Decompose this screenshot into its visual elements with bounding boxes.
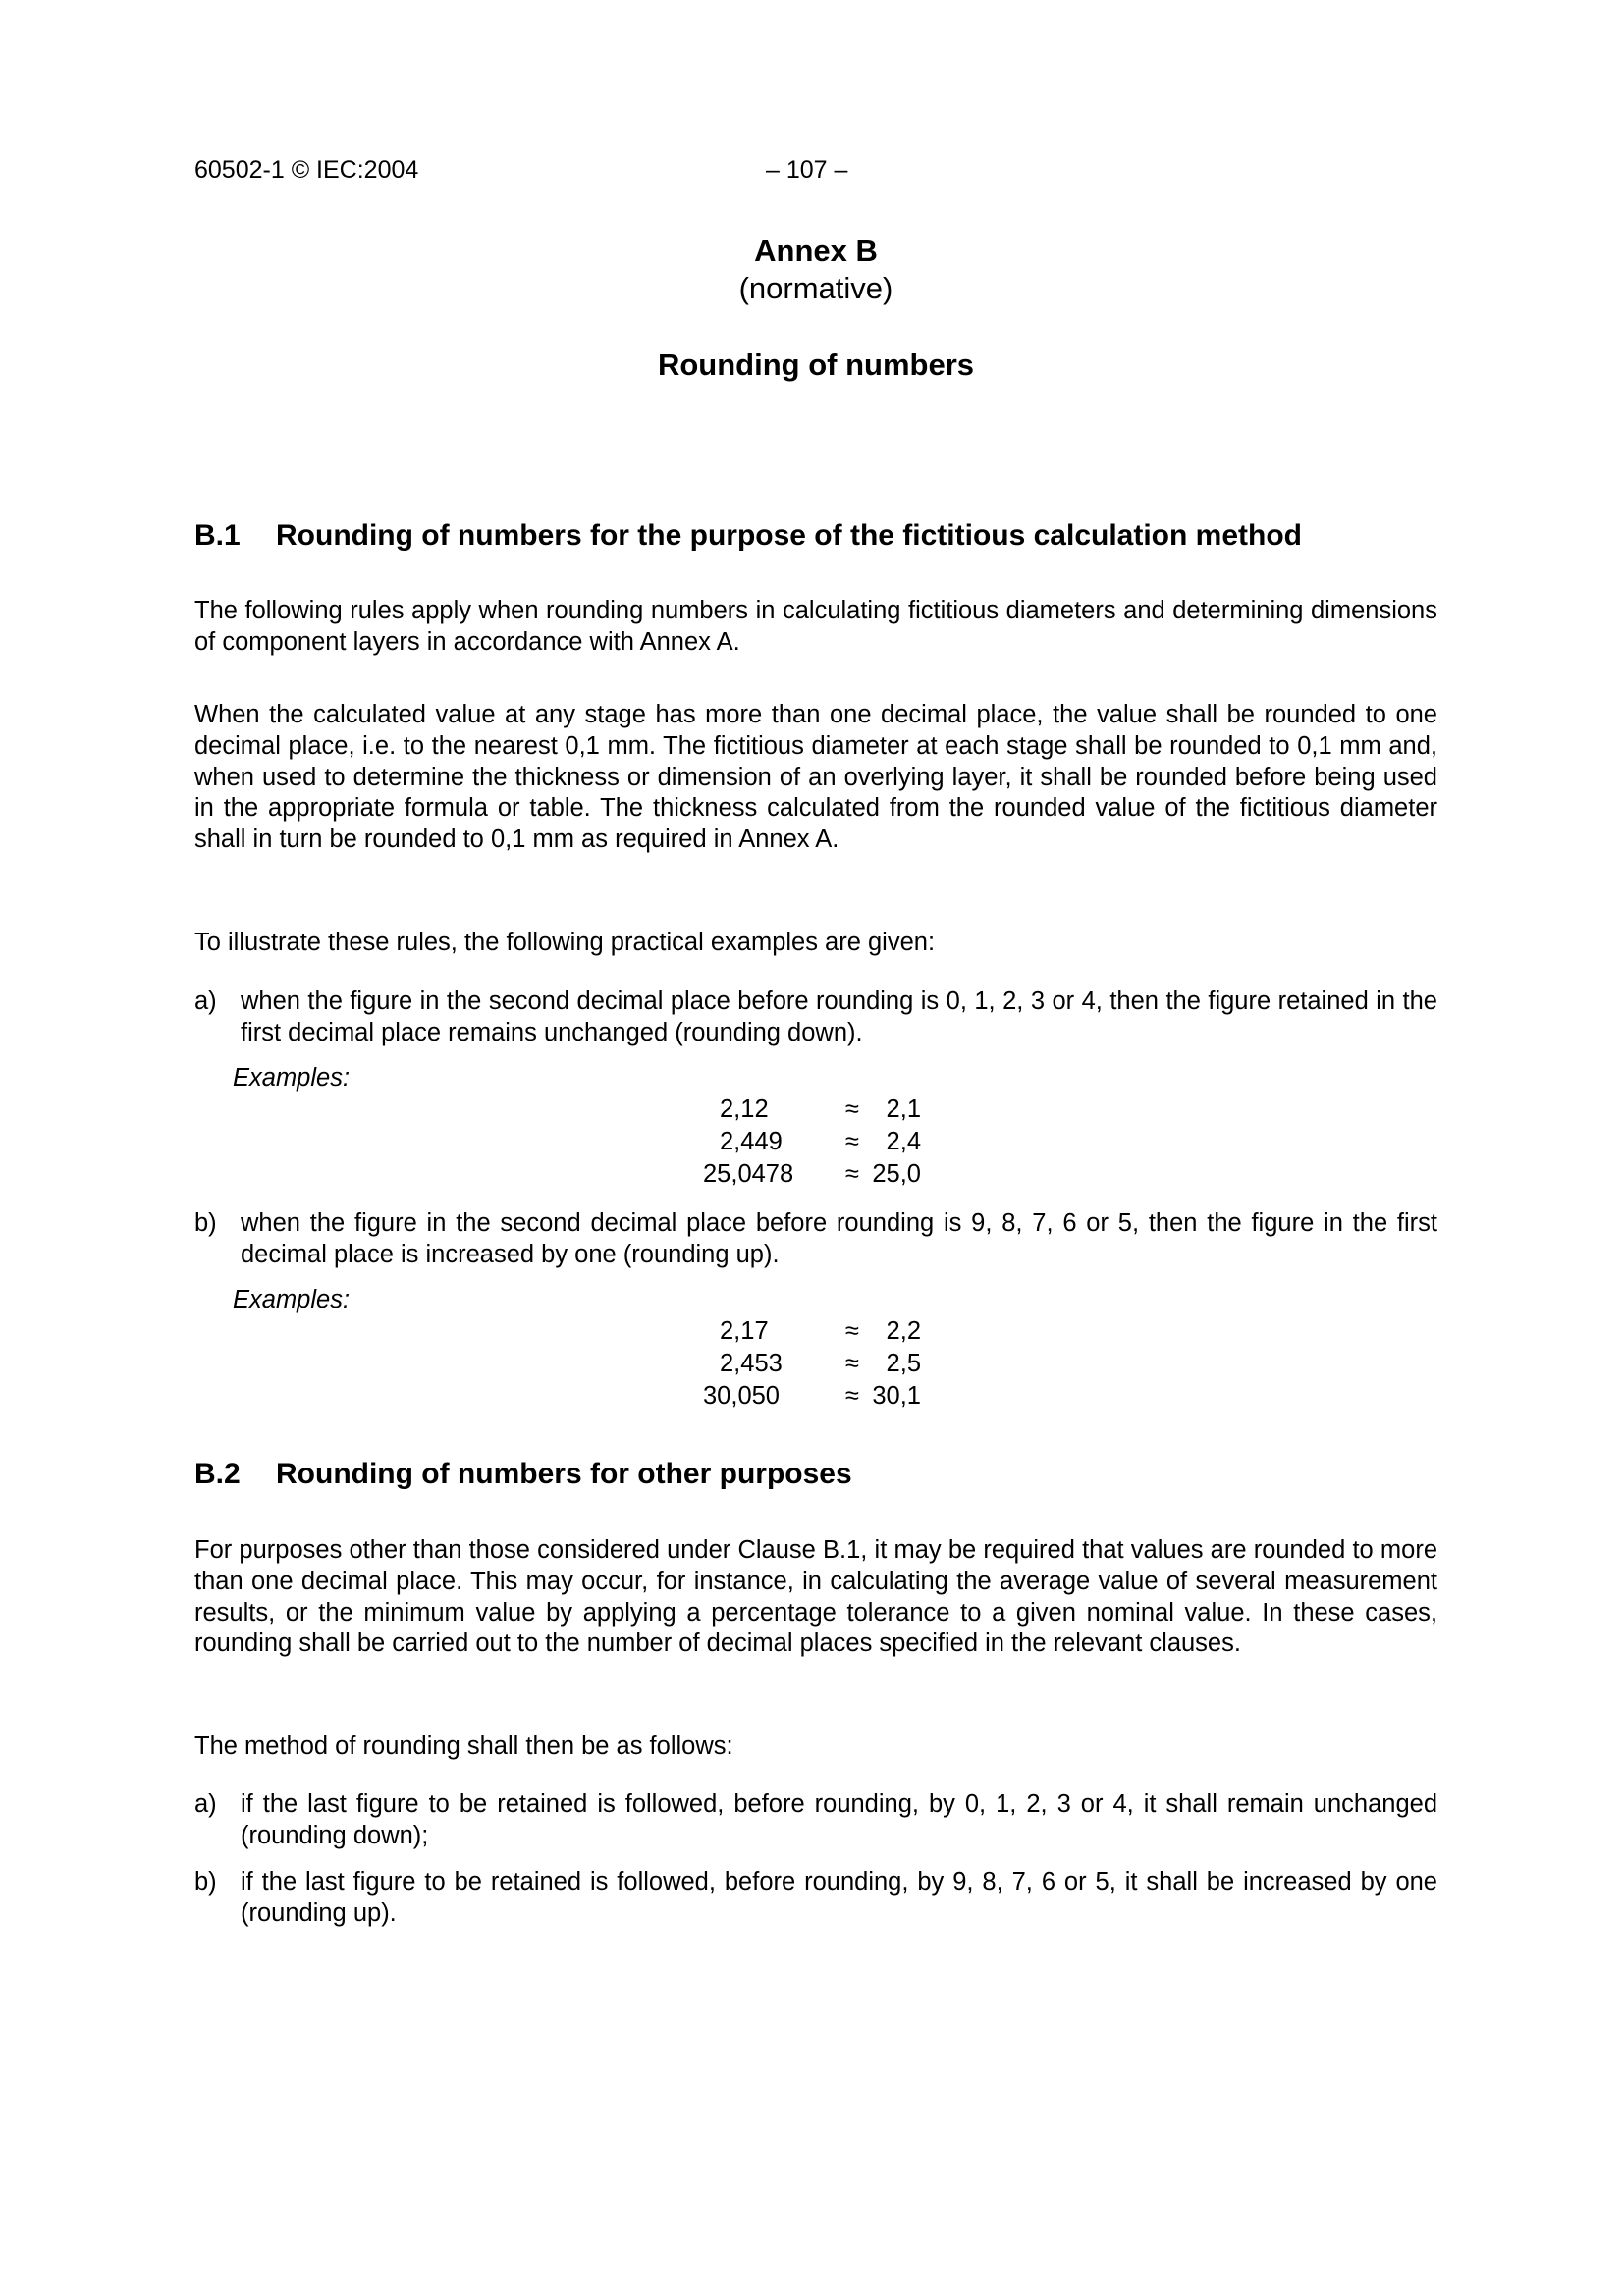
examples-table-b bbox=[194, 1315, 1437, 1413]
section-title: Rounding of numbers for the purpose of the fictitious calculation method bbox=[276, 519, 1302, 552]
paragraph: When the calculated value at any stage has more than one decimal place, the value shall be rounded to one decimal place, i.e. to the nearest 0,1 mm. The fictitious diameter at each stage shall be rounded to 0,1 mm and, when used to determine the thickness or dimension of an overlying layer, it shall be rounded before being used in the appropriate formula or table. The thickness calculated from the rounded value of the fictitious diameter shall in turn be rounded to 0,1 mm as required in Annex A. bbox=[194, 701, 1437, 854]
example-row bbox=[194, 1158, 1437, 1191]
list-marker: a) bbox=[194, 988, 217, 1015]
list-text: if the last figure to be retained is followed, before rounding, by 9, 8, 7, 6 or 5, it shall be increased by one (rounding up). bbox=[241, 1868, 1437, 1927]
approx-symbol: ≈ bbox=[845, 1317, 859, 1345]
list-text: if the last figure to be retained is followed, before rounding, by 0, 1, 2, 3 or 4, it shall remain unchanged (rounding down); bbox=[241, 1790, 1437, 1849]
examples-label: Examples: bbox=[233, 1064, 351, 1092]
list-item-a bbox=[194, 1789, 1437, 1852]
example-row bbox=[194, 1315, 1437, 1348]
approx-symbol: ≈ bbox=[845, 1160, 859, 1188]
example-rounded: 2,4 bbox=[886, 1128, 921, 1155]
example-row bbox=[194, 1126, 1437, 1158]
annex-heading: Rounding of numbers bbox=[657, 347, 975, 382]
list-text: when the figure in the second decimal place before rounding is 9, 8, 7, 6 or 5, then the figure in the first decimal place is increased by one (rounding up). bbox=[241, 1209, 1437, 1268]
section-heading-b2 bbox=[194, 1457, 852, 1492]
examples-label: Examples: bbox=[233, 1286, 351, 1313]
example-row bbox=[194, 1348, 1437, 1380]
example-rounded: 2,5 bbox=[886, 1350, 921, 1377]
section-heading-b1 bbox=[194, 518, 1302, 554]
example-original: 2,449 bbox=[720, 1128, 783, 1155]
approx-symbol: ≈ bbox=[845, 1095, 859, 1123]
example-row bbox=[194, 1094, 1437, 1126]
page-number: – 107 – bbox=[766, 156, 848, 184]
paragraph: The method of rounding shall then be as follows: bbox=[194, 1733, 733, 1760]
example-rounded: 2,2 bbox=[886, 1317, 921, 1345]
example-row bbox=[194, 1380, 1437, 1413]
example-rounded: 2,1 bbox=[886, 1095, 921, 1123]
list-marker: b) bbox=[194, 1868, 217, 1896]
list-text: when the figure in the second decimal place before rounding is 0, 1, 2, 3 or 4, then the figure retained in the first decimal place remains unchanged (rounding down). bbox=[241, 988, 1437, 1046]
paragraph: For purposes other than those considered under Clause B.1, it may be required that values are rounded to more than one decimal place. This may occur, for instance, in calculating the average value of several measurement results, or the minimum value by applying a percentage tolerance to a given nominal value. In these cases, rounding shall be carried out to the number of decimal places specified in the relevant clauses. bbox=[194, 1536, 1437, 1658]
example-original: 2,453 bbox=[720, 1350, 783, 1377]
list-item-b bbox=[194, 1208, 1437, 1271]
example-rounded: 25,0 bbox=[872, 1160, 921, 1188]
list-item-a bbox=[194, 987, 1437, 1049]
section-title: Rounding of numbers for other purposes bbox=[276, 1458, 852, 1490]
paragraph: The following rules apply when rounding numbers in calculating fictitious diameters and determining dimensions of component layers in accordance with Annex A. bbox=[194, 597, 1437, 656]
example-rounded: 30,1 bbox=[872, 1382, 921, 1410]
section-number: B.2 bbox=[194, 1458, 241, 1490]
example-original: 25,0478 bbox=[703, 1160, 794, 1188]
list-item-b bbox=[194, 1867, 1437, 1930]
paragraph: To illustrate these rules, the following practical examples are given: bbox=[194, 929, 936, 956]
list-marker: b) bbox=[194, 1209, 217, 1237]
annex-type: (normative) bbox=[738, 271, 893, 305]
examples-table-a bbox=[194, 1094, 1437, 1191]
approx-symbol: ≈ bbox=[845, 1382, 859, 1410]
approx-symbol: ≈ bbox=[845, 1128, 859, 1155]
example-original: 30,050 bbox=[703, 1382, 780, 1410]
example-original: 2,12 bbox=[720, 1095, 769, 1123]
annex-title: Annex B bbox=[754, 234, 878, 268]
approx-symbol: ≈ bbox=[845, 1350, 859, 1377]
document-id: 60502-1 © IEC:2004 bbox=[194, 156, 419, 184]
section-number: B.1 bbox=[194, 519, 241, 552]
example-original: 2,17 bbox=[720, 1317, 769, 1345]
list-marker: a) bbox=[194, 1790, 217, 1818]
